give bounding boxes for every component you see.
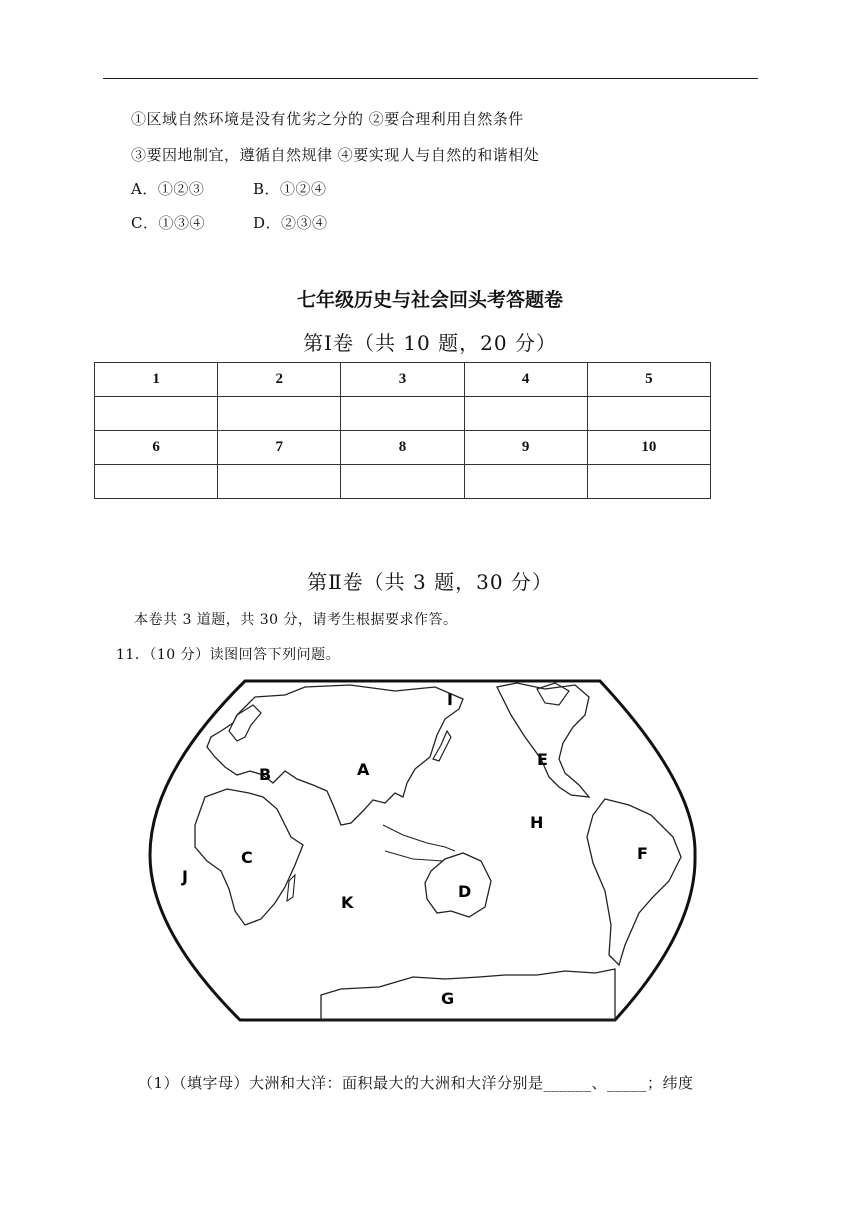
answer-cell[interactable] [587,397,710,431]
option-c: C．①③④ [131,214,205,232]
eurasia-outline [207,685,463,825]
section2-title: 第Ⅱ卷（共 3 题，30 分） [307,570,553,594]
south-america-outline [587,799,681,965]
answer-cell[interactable] [587,465,710,499]
sub-question-1: （1）（填字母）大洲和大洋：面积最大的大洲和大洋分别是______、_____；纬度 [138,1074,694,1092]
answer-number: 7 [218,431,341,465]
answer-cell[interactable] [464,465,587,499]
answer-cell[interactable] [218,397,341,431]
answer-cell[interactable] [218,465,341,499]
answer-number: 6 [95,431,218,465]
section1-title: 第Ⅰ卷（共 10 题，20 分） [303,331,557,355]
answer-cell[interactable] [341,465,464,499]
map-label-e: E [537,750,548,769]
header-rule [103,78,758,79]
answer-number: 2 [218,363,341,397]
question-11: 11．（10 分）读图回答下列问题。 [116,647,341,663]
antarctica-outline [321,969,615,1020]
answer-number: 8 [341,431,464,465]
scandinavia-outline [229,705,261,741]
answer-sheet-title: 七年级历史与社会回头考答题卷 [296,289,563,311]
option-a: A．①②③ [131,180,205,198]
answer-number: 3 [341,363,464,397]
map-label-i: I [447,690,453,709]
section2-instruction: 本卷共 3 道题，共 30 分，请考生根据要求作答。 [134,612,458,628]
japan-outline [433,731,451,761]
statement-line-2: ③要因地制宜，遵循自然规律 ④要实现人与自然的和谐相处 [131,146,540,164]
answer-number-row [95,431,711,465]
answer-number: 10 [587,431,710,465]
answer-number: 9 [464,431,587,465]
answer-number-row [95,363,711,397]
answer-cell[interactable] [95,397,218,431]
map-label-k: K [341,893,354,912]
map-label-d: D [458,882,472,901]
answer-number: 5 [587,363,710,397]
answer-cell[interactable] [341,397,464,431]
answer-cell[interactable] [464,397,587,431]
indonesia-outline [383,825,455,861]
map-label-j: J [182,867,188,886]
option-d: D．②③④ [253,214,328,232]
map-label-a: A [357,760,370,779]
answer-number: 1 [95,363,218,397]
answer-blank-row [95,465,711,499]
statement-line-1: ①区域自然环境是没有优劣之分的 ②要合理利用自然条件 [131,110,524,128]
world-map [145,675,705,1030]
option-b: B．①②④ [253,180,327,198]
map-label-f: F [637,844,648,863]
answer-cell[interactable] [95,465,218,499]
answer-blank-row [95,397,711,431]
map-label-b: B [259,765,272,784]
map-label-h: H [530,813,544,832]
map-label-g: G [441,989,455,1008]
answer-number: 4 [464,363,587,397]
answer-table [94,362,711,499]
map-label-c: C [241,848,253,867]
